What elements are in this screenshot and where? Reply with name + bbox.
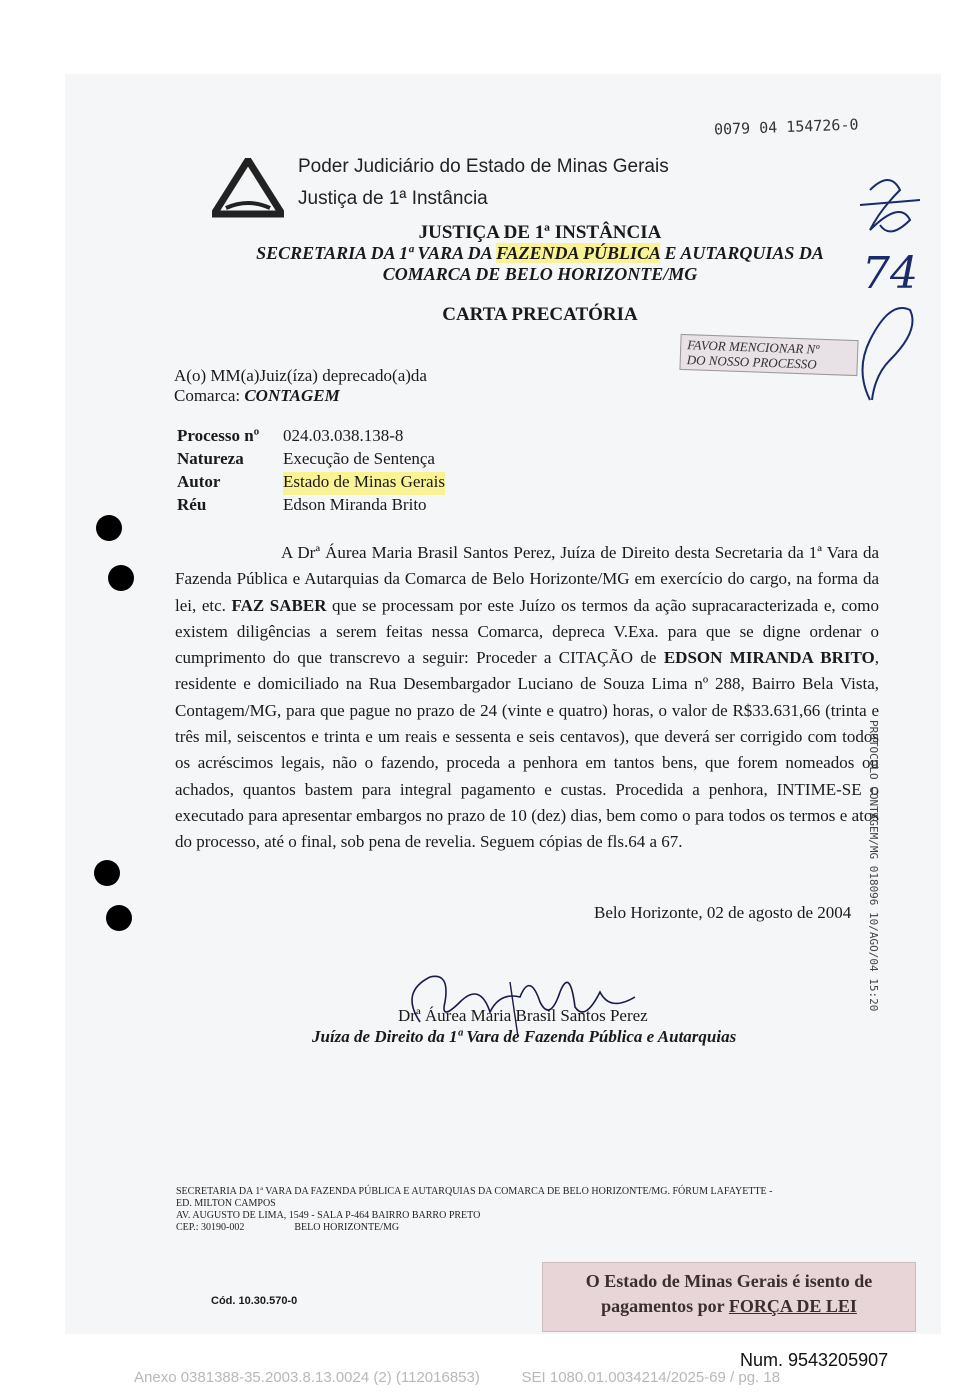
body-paragraph: A Drª Áurea Maria Brasil Santos Perez, Juíza de Direito desta Secretaria da 1ª Vara da Fazenda Pública e Autarquias da Comarca de Belo Horizonte/MG em exercício do cargo, na forma da lei, etc. FAZ SABER que se processam por este Juízo os termos da ação supracaracterizada e, como existem diligências a serem feitas nessa Comarca, depreca V.Exa. para que se digne ordenar o cumprimento do que transcrevo a seguir: Proceder a CITAÇÃO de EDSON MIRANDA BRITO, residente e domiciliado na Rua Desembargador Luciano de Souza Lima nº 288, Bairro Bela Vista, Contagem/MG, para que pague no prazo de 24 (vinte e quatro) horas, o valor de R$33.631,66 (trinta e três mil, seiscentos e trinta e um reais e sessenta e seis centavos), que deverá ser corrigido com todos os acréscimos legais, não o fazendo, proceda a penhora em tantos bens, que forem nomeados ou achados, quantos bastem para integral pagamento e custas. Procedida a penhora, INTIME-SE o executado para apresentar embargos no prazo de 10 (dez) dias, bem como o para todos os termos e atos do processo, até o final, sob pena de revelia. Seguem cópias de fls.64 a 67. [175, 543, 880, 852]
court-logo-icon [212, 158, 284, 218]
field-row: Autor Estado de Minas Gerais [177, 472, 445, 495]
process-fields [177, 426, 445, 518]
field-row: Réu Edson Miranda Brito [177, 495, 427, 514]
date-line: Belo Horizonte, 02 de agosto de 2004 [594, 903, 852, 922]
mention-number-stamp: FAVOR MENCIONAR Nº DO NOSSO PROCESSO [679, 334, 858, 376]
highlight-fazenda: FAZENDA PÚBLICA [496, 243, 661, 263]
svg-text:74: 74 [862, 248, 918, 299]
field-row: Processo nº 024.03.038.138-8 [177, 426, 404, 445]
annex-footer: Anexo 0381388-35.2003.8.13.0024 (2) (112016853) SEI 1080.01.0034214/2025-69 / pg. 18 [134, 1369, 781, 1386]
punch-hole [106, 905, 132, 931]
num-identifier: Num. 9543205907 [740, 1350, 889, 1370]
doc-type: CARTA PRECATÓRIA [442, 304, 638, 325]
punch-hole [108, 565, 134, 591]
document-number: 0079 04 154726-0 [713, 115, 859, 139]
exemption-stamp: O Estado de Minas Gerais é isento de pagamentos por FORÇA DE LEI [542, 1262, 916, 1332]
punch-hole [96, 515, 122, 541]
punch-hole [94, 860, 120, 886]
comarca-value: CONTAGEM [244, 386, 340, 405]
court-name: Poder Judiciário do Estado de Minas Gerais [298, 156, 669, 177]
field-row: Natureza Execução de Sentença [177, 449, 435, 468]
addressee: A(o) MM(a)Juiz(íza) deprecado(a)da Comarca: CONTAGEM [174, 366, 427, 405]
heading-comarca: COMARCA DE BELO HORIZONTE/MG [382, 264, 698, 284]
court-instance: Justiça de 1ª Instância [298, 188, 488, 209]
signer-role: Juíza de Direito da 1ª Vara de Fazenda Pública e Autarquias [312, 1027, 737, 1046]
footer-address: SECRETARIA DA 1ª VARA DA FAZENDA PÚBLICA E AUTARQUIAS DA COMARCA DE BELO HORIZONTE/MG. FÓRUM LAFAYETTE - ED. MILTON CAMPOS AV. AUGUSTO DE LIMA, 1549 - SALA P-464 BAIRRO BARRO PRETO CEP.: 30190-002 BELO HORIZONTE/MG [176, 1186, 773, 1233]
heading-title: JUSTIÇA DE 1ª INSTÂNCIA [418, 222, 662, 243]
heading-secretaria: SECRETARIA DA 1ª VARA DA FAZENDA PÚBLICA E AUTARQUIAS DA [256, 243, 824, 263]
signer-name: Drª Áurea Maria Brasil Santos Perez [398, 1006, 648, 1025]
protocol-stamp: PROTOCOLO CONTAGEM/MG 018096 10/AGO/04 15:20 [867, 720, 880, 1012]
handwritten-page-number [850, 170, 930, 410]
form-code: Cód. 10.30.570-0 [211, 1295, 298, 1307]
